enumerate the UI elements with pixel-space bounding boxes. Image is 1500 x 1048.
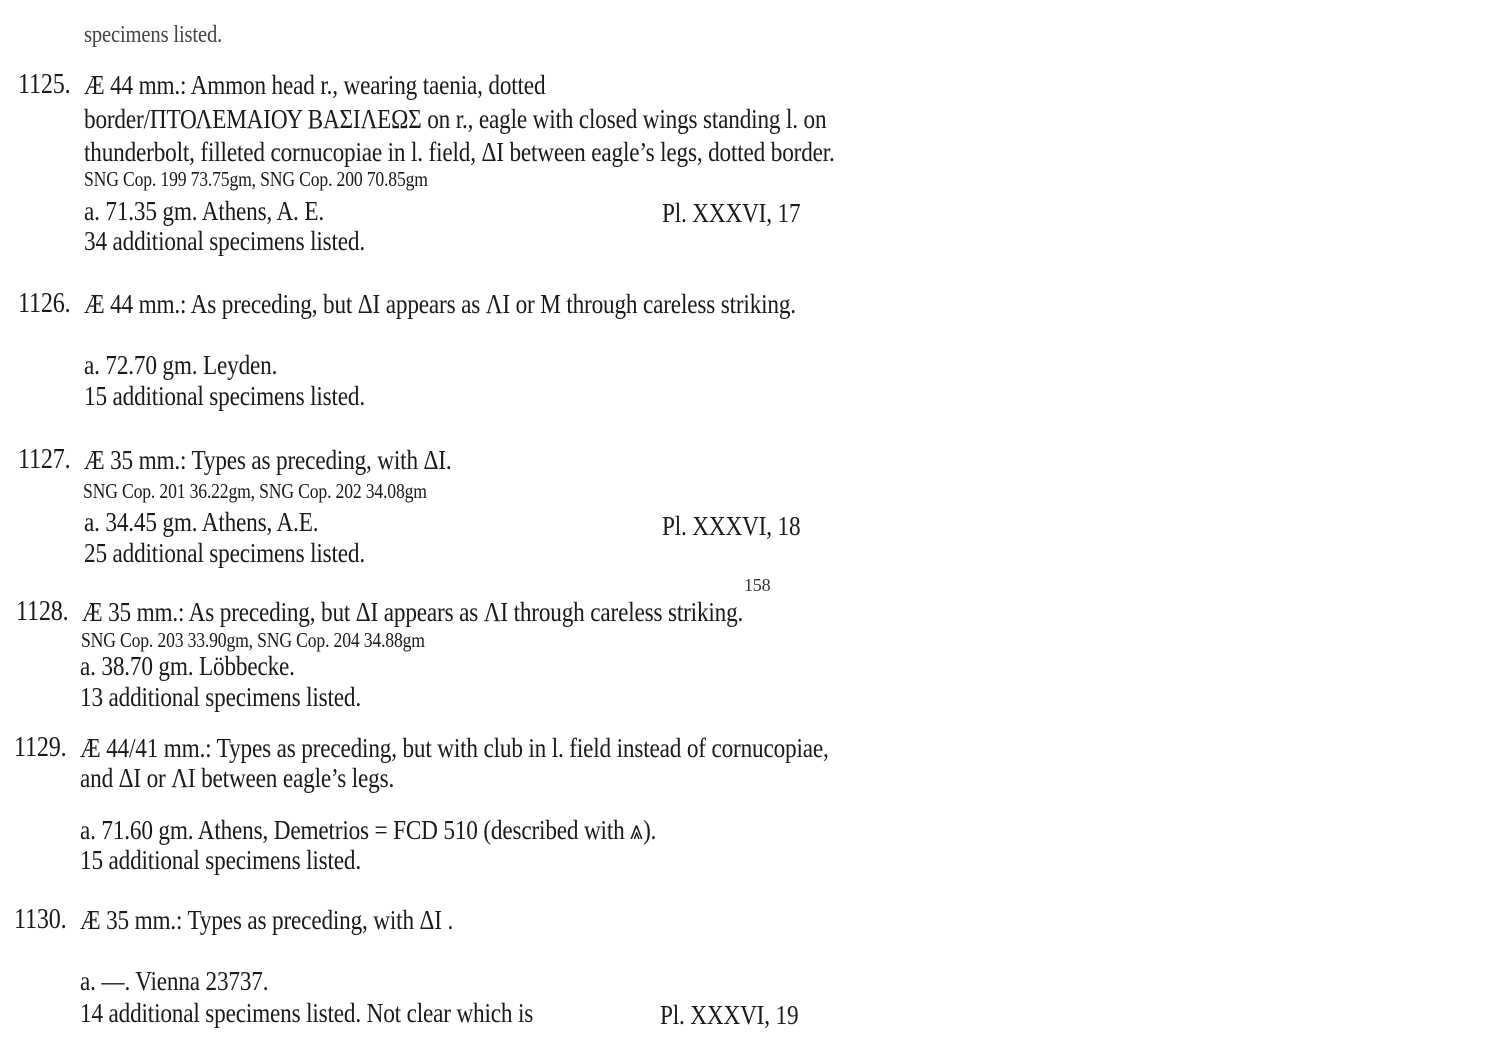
page-number: 158 xyxy=(744,575,771,595)
additional-specimens: 25 additional specimens listed. xyxy=(84,538,366,568)
plate-reference: Pl. XXXVI, 17 xyxy=(662,198,801,228)
plate-reference: Pl. XXXVI, 18 xyxy=(662,511,801,541)
plate-reference: Pl. XXXVI, 19 xyxy=(660,1000,799,1030)
specimen-line: a. 34.45 gm. Athens, A.E. xyxy=(84,507,319,537)
entry-number: 1129. xyxy=(14,732,67,763)
additional-specimens: 13 additional specimens listed. xyxy=(80,682,362,712)
entry-description: Æ 44/41 mm.: Types as preceding, but with club in l. field instead of cornucopiae, xyxy=(80,733,829,763)
entry-description: Æ 44 mm.: As preceding, but ΔΙ appears as ΛΙ or Μ through careless striking. xyxy=(84,289,796,319)
specimen-line: a. 72.70 gm. Leyden. xyxy=(84,350,278,380)
entry-description: Æ 35 mm.: Types as preceding, with ΔΙ . xyxy=(80,905,454,935)
entry-description: and ΔΙ or ΛΙ between eagle’s legs. xyxy=(80,763,395,793)
entry-number: 1125. xyxy=(18,69,71,100)
sng-reference: SNG Cop. 203 33.90gm, SNG Cop. 204 34.88gm xyxy=(81,628,425,652)
additional-specimens: 15 additional specimens listed. xyxy=(84,381,366,411)
entry-number: 1128. xyxy=(16,596,69,627)
entry-number: 1130. xyxy=(14,904,67,935)
sng-reference: SNG Cop. 199 73.75gm, SNG Cop. 200 70.85gm xyxy=(84,167,428,191)
entry-number: 1127. xyxy=(18,444,71,475)
additional-specimens: 14 additional specimens listed. Not clear which is xyxy=(80,998,534,1028)
entry-number: 1126. xyxy=(18,288,71,319)
entry-description: border/ΠΤΟΛΕΜΑΙΟΥ ΒΑΣΙΛΕΩΣ on r., eagle with closed wings standing l. on xyxy=(84,104,827,134)
entry-description: Æ 44 mm.: Ammon head r., wearing taenia, dotted xyxy=(84,70,546,100)
cut-off-line: specimens listed. xyxy=(84,22,223,48)
specimen-line: a. 71.35 gm. Athens, A. E. xyxy=(84,196,324,226)
entry-description: Æ 35 mm.: As preceding, but ΔΙ appears as ΛΙ through careless striking. xyxy=(82,597,744,627)
entry-description: Æ 35 mm.: Types as preceding, with ΔΙ. xyxy=(84,445,452,475)
sng-reference: SNG Cop. 201 36.22gm, SNG Cop. 202 34.08gm xyxy=(83,479,427,503)
specimen-line: a. 38.70 gm. Löbbecke. xyxy=(80,651,295,681)
entry-description: thunderbolt, filleted cornucopiae in l. field, ΔΙ between eagle’s legs, dotted border. xyxy=(84,137,835,167)
additional-specimens: 15 additional specimens listed. xyxy=(80,845,362,875)
specimen-line: a. 71.60 gm. Athens, Demetrios = FCD 510 (described with ⩓). xyxy=(80,815,657,845)
specimen-line: a. —. Vienna 23737. xyxy=(80,966,269,996)
additional-specimens: 34 additional specimens listed. xyxy=(84,226,366,256)
